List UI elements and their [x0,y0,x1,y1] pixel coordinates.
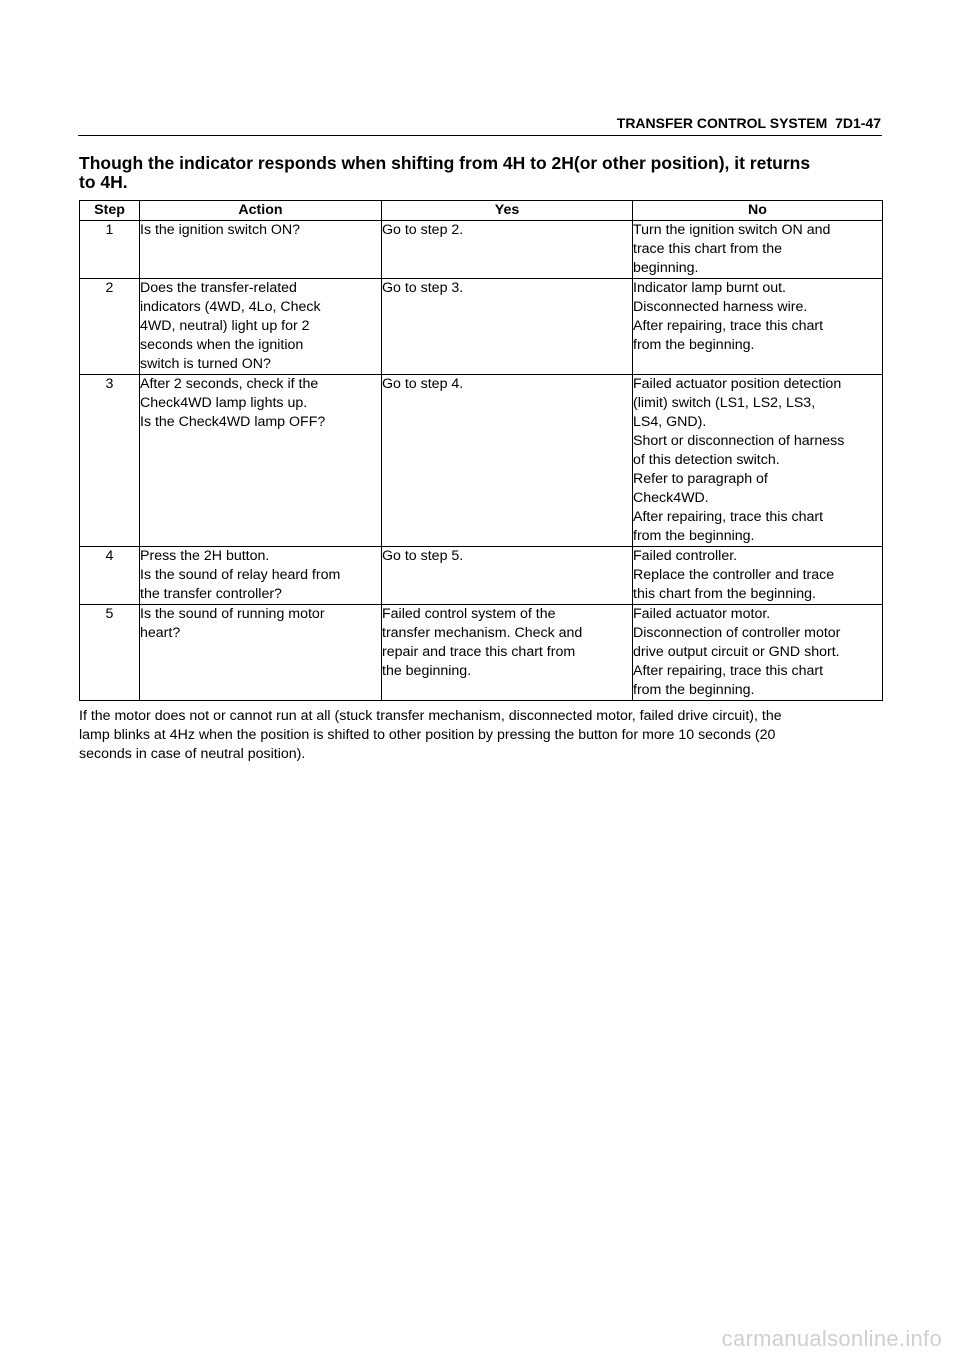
action-line: the transfer controller? [140,586,282,602]
table-header-row [80,201,883,221]
footnote-paragraph [79,707,879,764]
action-line: Is the sound of running motor [140,606,325,622]
yes-cell [382,547,633,605]
no-cell [633,221,883,279]
action-cell [140,375,382,547]
page-title [79,154,879,192]
step-cell: 5 [80,605,140,701]
step-cell: 4 [80,547,140,605]
table-row [80,279,883,375]
yes-cell [382,221,633,279]
table-row [80,605,883,701]
yes-line: Go to step 2. [382,222,464,238]
no-line: Replace the controller and trace [633,567,835,583]
step-cell: 3 [80,375,140,547]
no-line: Check4WD. [633,490,709,506]
no-cell [633,605,883,701]
step-cell: 2 [80,279,140,375]
no-cell [633,279,883,375]
action-line: 4WD, neutral) light up for 2 [140,318,310,334]
title-line: Though the indicator responds when shifting from 4H to 2H(or other position), it returns [79,153,811,173]
action-line: After 2 seconds, check if the [140,376,319,392]
action-line: indicators (4WD, 4Lo, Check [140,299,321,315]
column-header-step: Step [80,201,140,221]
table-row [80,375,883,547]
action-line: Does the transfer-related [140,280,297,296]
action-line: Is the sound of relay heard from [140,567,341,583]
column-header-yes: Yes [382,201,633,221]
no-line: After repairing, trace this chart [633,509,824,525]
no-line: Refer to paragraph of [633,471,768,487]
note-line: If the motor does not or cannot run at all (stuck transfer mechanism, disconnected motor, failed drive circuit), the [79,708,782,724]
no-line: this chart from the beginning. [633,586,816,602]
no-line: LS4, GND). [633,414,707,430]
no-line: Failed actuator motor. [633,606,771,622]
no-line: Turn the ignition switch ON and [633,222,831,238]
no-line: After repairing, trace this chart [633,318,824,334]
no-line: Disconnection of controller motor [633,625,841,641]
no-line: trace this chart from the [633,241,783,257]
action-line: switch is turned ON? [140,356,271,372]
action-line: Is the ignition switch ON? [140,222,301,238]
no-cell [633,547,883,605]
no-line: of this detection switch. [633,452,780,468]
page-header [78,114,882,136]
action-line: heart? [140,625,181,641]
yes-cell [382,605,633,701]
action-line: seconds when the ignition [140,337,304,353]
no-line: Failed controller. [633,548,738,564]
yes-line: Go to step 3. [382,280,464,296]
action-line: Check4WD lamp lights up. [140,395,308,411]
no-line: beginning. [633,260,699,276]
action-line: Is the Check4WD lamp OFF? [140,414,326,430]
action-cell [140,547,382,605]
section-title: TRANSFER CONTROL SYSTEM 7D1-47 [616,115,881,131]
yes-line: Failed control system of the [382,606,556,622]
yes-line: the beginning. [382,663,472,679]
yes-line: transfer mechanism. Check and [382,625,583,641]
note-line: seconds in case of neutral position). [79,746,306,762]
no-line: from the beginning. [633,337,755,353]
action-cell [140,605,382,701]
no-line: (limit) switch (LS1, LS2, LS3, [633,395,816,411]
column-header-action: Action [140,201,382,221]
no-line: drive output circuit or GND short. [633,644,840,660]
note-line: lamp blinks at 4Hz when the position is shifted to other position by pressing the button for more 10 seconds (20 [79,727,776,743]
no-line: Disconnected harness wire. [633,299,808,315]
no-line: from the beginning. [633,528,755,544]
table-row [80,221,883,279]
yes-cell [382,375,633,547]
yes-cell [382,279,633,375]
no-line: Indicator lamp burnt out. [633,280,786,296]
no-line: from the beginning. [633,682,755,698]
column-header-no: No [633,201,883,221]
no-line: After repairing, trace this chart [633,663,824,679]
table-row [80,547,883,605]
yes-line: Go to step 4. [382,376,464,392]
no-line: Short or disconnection of harness [633,433,845,449]
action-line: Press the 2H button. [140,548,270,564]
watermark-text: carmanualsonline.info [721,1326,942,1351]
yes-line: repair and trace this chart from [382,644,576,660]
title-line: to 4H. [79,172,128,192]
no-line: Failed actuator position detection [633,376,842,392]
action-cell [140,279,382,375]
troubleshooting-table [79,200,883,701]
step-cell: 1 [80,221,140,279]
no-cell [633,375,883,547]
yes-line: Go to step 5. [382,548,464,564]
action-cell [140,221,382,279]
